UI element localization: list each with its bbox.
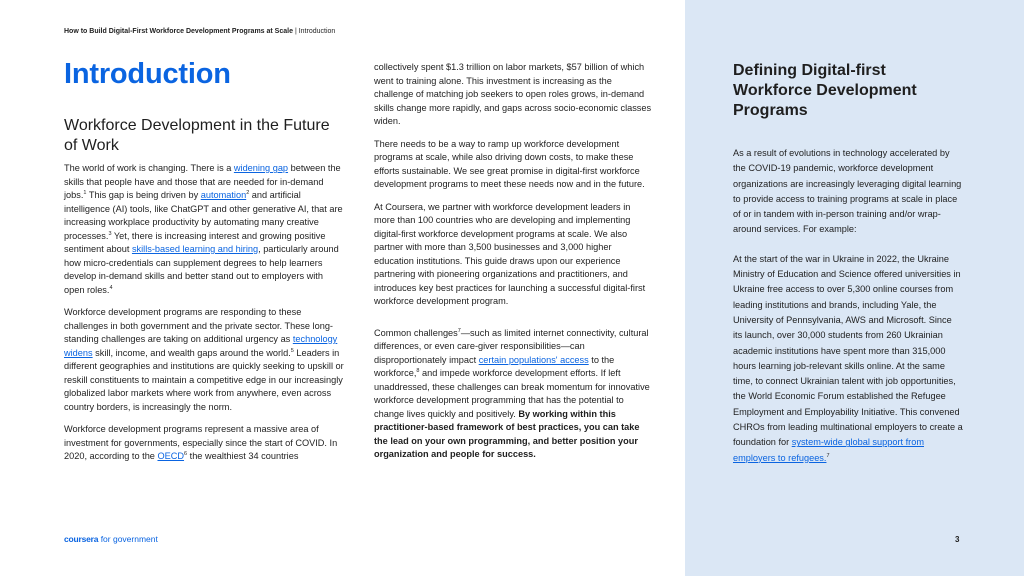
footnote-ref: 1	[83, 189, 87, 196]
paragraph: At Coursera, we partner with workforce development leaders in more than 100 countries who are developing and implementing digital-first workforce development programs at scale. We also partner with more than 3,500 businesses and 3,000 higher education institutions. This guide draws upon our experience partnering with pioneering organizations and practitioners, and introduces key best practices for launching a successful digital-first workforce development program.	[374, 201, 646, 306]
footnote-ref: 2	[246, 189, 250, 196]
certain-populations-link[interactable]: certain populations' access	[478, 354, 589, 365]
right-column	[733, 61, 963, 475]
footnote-ref: 8	[416, 367, 420, 374]
widening-gap-link[interactable]: widening gap	[233, 163, 289, 173]
sidebar-title: Defining Digital-first Workforce Development Programs	[733, 62, 917, 119]
system-wide-support-link[interactable]: system-wide global support from employers to refugees.	[733, 437, 924, 463]
breadcrumb-separator: |	[294, 28, 297, 35]
middle-column	[374, 61, 652, 471]
brand-name: coursera	[64, 534, 99, 544]
bold-callout: By working within this practitioner-based framework of best practices, you can take the lead on your own programming, and better position your organization and people for success.	[374, 408, 640, 459]
automation-link[interactable]: automation	[200, 190, 247, 200]
footnote-ref: 5	[290, 347, 294, 354]
technology-widens-link[interactable]: technology widens	[64, 334, 338, 358]
page-number: 3	[955, 535, 960, 544]
section-name: Introduction	[298, 28, 336, 35]
coursera-logo	[64, 534, 158, 544]
skills-based-link[interactable]: skills-based learning and hiring	[131, 244, 259, 254]
paragraph: As a result of evolutions in technology accelerated by the COVID-19 pandemic, workforce development organizations are increasingly leveraging digital learning to provide access to training programs at scale in place of or in tandem with in-person training and/or wrap-around services. For example:	[733, 148, 962, 235]
paragraph: Workforce development programs represent a massive area of investment for governments, especially since the start of COVID. In 2020, according to the OECD$^6$ the wealthiest 34 countries	[64, 424, 338, 461]
footnote-ref: 7	[826, 452, 830, 459]
footnote-ref: 4	[109, 284, 113, 291]
left-column	[64, 58, 344, 473]
paragraph: Common challenges$^7$—such as limited internet connectivity, cultural differences, or even care-giver responsibilities—can disproportionately impact certain populations' access to the workforce,$^8$ and impede workforce development efforts. If left unaddressed, these challenges can break momentum for innovative workforce development programming that has the potential to change lives quickly and positively. By working within this practitioner-based framework of best practices, you can take the lead on your own programming, and better position your organization and people for success.	[374, 327, 650, 459]
document-title: How to Build Digital-First Workforce Development Programs at Scale	[64, 28, 293, 35]
paragraph: The world of work is changing. There is a widening gap between the skills that people have and those that are needed for in-demand jobs.$^1$ This gap is being driven by automation$^2$ and artificial intelligence (AI) tools, like ChatGPT and other generative AI, that are increasing workplace productivity by automating many creative processes.$^3$ Yet, there is increasing interest and growing positive sentiment about skills-based learning and hiring, particularly around how micro-credentials can supplement degrees to help learners develop in-demand skills and better stand out to employers with open roles.$^4$	[64, 163, 343, 295]
paragraph: At the start of the war in Ukraine in 2022, the Ukraine Ministry of Education and Science offered universities in Ukraine free access to over 5,300 online courses from leading institutions and brands, including Yale, the University of Pennsylvania, AWS and Microsoft. Since its launch, over 30,000 students from 260 Ukrainian academic institutions have spent more than 315,000 hours learning job-relevant skills online. At the same time, to connect Ukrainian talent with job opportunities, the World Economic Forum established the Refugee Employment and Employability Initiative. This convened CHROs from leading multinational employers to create a foundation for system-wide global support from employers to refugees.$^7$	[733, 253, 963, 463]
oecd-link[interactable]: OECD	[157, 451, 185, 461]
section-subtitle: Workforce Development in the Future of Work	[64, 117, 330, 154]
paragraph: There needs to be a way to ramp up workforce development programs at scale, while also driving down costs, to make these efforts sustainable. We see great promise in digital-first workforce development programs to meet these needs now and in the future.	[374, 138, 645, 189]
footnote-ref: 6	[184, 450, 188, 457]
paragraph: collectively spent $1.3 trillion on labor markets, $57 billion of which went to training alone. This investment is increasing as the challenge of matching job seekers to open roles grows, in-demand skills change more rapidly, and gaps across socio-economic classes widen.	[374, 62, 652, 126]
breadcrumb	[64, 28, 335, 35]
brand-subtitle: for government	[100, 534, 158, 544]
footnote-ref: 3	[108, 230, 112, 237]
paragraph: Workforce development programs are responding to these challenges in both government and the private sector. These long-standing challenges are taking on additional urgency as technology widens skill, income, and wealth gaps around the world.$^5$ Leaders in different geographies and institutions are quickly seeking to upskill or reskill constituents to maintain a competitive edge in our increasingly globalized labor markets where work from anywhere, even across country borders, is increasingly the norm.	[64, 307, 344, 412]
page-title: Introduction	[64, 58, 231, 90]
footnote-ref: 7	[457, 327, 461, 334]
